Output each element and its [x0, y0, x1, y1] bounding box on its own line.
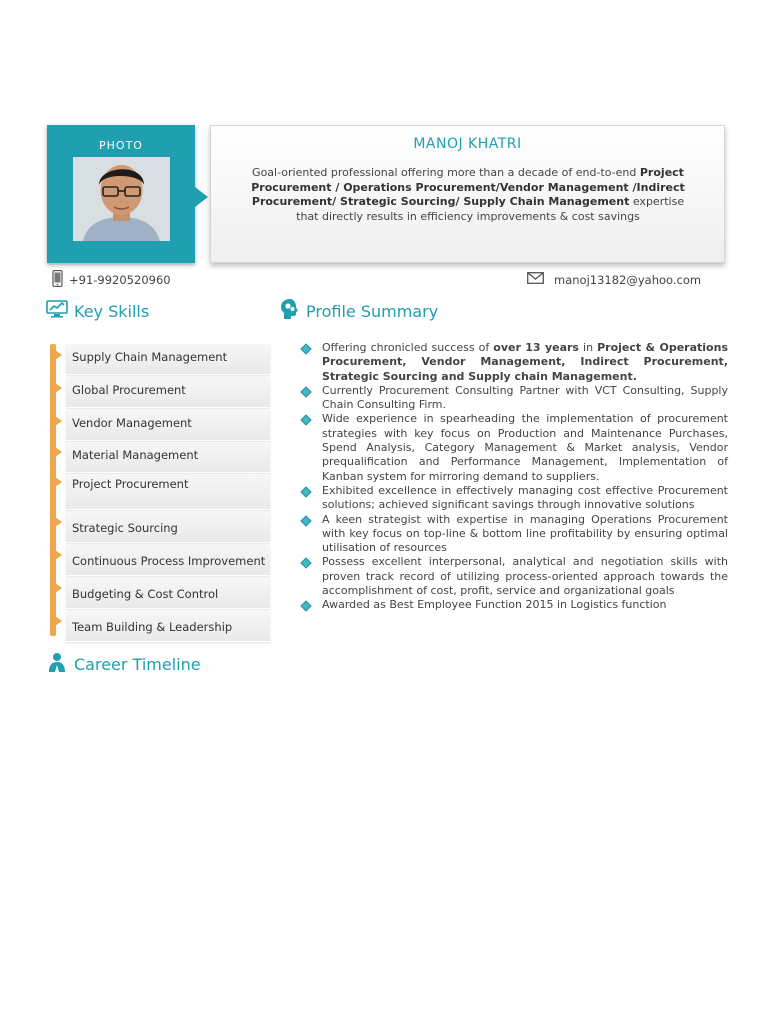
candidate-name: MANOJ KHATRI: [413, 136, 522, 152]
headline-summary: [243, 166, 693, 224]
mail-icon: [527, 272, 544, 287]
list-item: Exhibited excellence in effectively managing cost effective Procurement solutions; achieved significant savings through innovative solutions: [300, 484, 728, 513]
skill-marker: [55, 616, 62, 626]
skill-marker: [55, 550, 62, 560]
skill-marker: [55, 350, 62, 360]
summary-text-2: expertise that directly results in efficiency improvements & cost savings: [296, 195, 685, 223]
chart-monitor-icon: [46, 300, 68, 322]
skill-item: Continuous Process Improvement: [66, 545, 270, 576]
list-item: Awarded as Best Employee Function 2015 in Logistics function: [300, 598, 728, 612]
key-skills-heading: [46, 300, 149, 322]
photo-box: [47, 125, 195, 263]
skill-item: Strategic Sourcing: [66, 512, 270, 543]
skill-marker: [55, 447, 62, 457]
phone-number: +91-9920520960: [69, 273, 171, 287]
profile-summary-heading: [280, 298, 438, 324]
contact-phone: [52, 270, 171, 290]
email-address: manoj13182@yahoo.com: [554, 272, 702, 287]
skill-marker: [55, 477, 62, 487]
profile-summary-list: [300, 341, 728, 613]
profile-photo: [73, 157, 170, 241]
list-item: Currently Procurement Consulting Partner with VCT Consulting, Supply Chain Consulting Firm.: [300, 384, 728, 413]
photo-label: PHOTO: [99, 139, 143, 152]
head-gears-icon: [280, 298, 300, 324]
skill-marker: [55, 517, 62, 527]
profile-summary-title: Profile Summary: [306, 301, 439, 321]
career-timeline-title: Career Timeline: [74, 654, 201, 674]
skill-item: Team Building & Leadership: [66, 611, 270, 642]
career-timeline-heading: [46, 652, 201, 676]
phone-icon: [52, 270, 63, 290]
person-icon: [46, 652, 68, 676]
skill-item: Budgeting & Cost Control: [66, 578, 270, 609]
header-card: [210, 125, 725, 263]
summary-text-1: Goal-oriented professional offering more than a decade of end-to-end: [252, 166, 640, 179]
list-item: Possess excellent interpersonal, analytical and negotiation skills with proven track record of utilizing process-oriented approach towards the accomplishment of cost, profit, service and organizational goals: [300, 555, 728, 598]
skill-item: Material Management: [66, 442, 270, 473]
list-item: Wide experience in spearheading the implementation of procurement strategies with key focus on Production and Maintenance Purchases, Spend Analysis, Category Management & Market analysis, Vendor prequalification and Performance Management, Implementation of Kanban system for mirroring demand to suppliers.: [300, 412, 728, 483]
list-item: Offering chronicled success of over 13 years in Project & Operations Procurement, Vendor Management, Indirect Procurement, Strategic Sourcing and Supply chain Management.: [300, 341, 728, 384]
skill-item: Project Procurement: [66, 474, 270, 510]
skill-item: Global Procurement: [66, 377, 270, 408]
skill-item: Vendor Management: [66, 410, 270, 441]
summary-bold: Project Procurement / Operations Procurement/Vendor Management /Indirect Procurement/ Strategic Sourcing/ Supply Chain Management: [251, 166, 685, 208]
list-item: A keen strategist with expertise in managing Operations Procurement with key focus on top-line & bottom line profitability by ensuring optimal utilisation of resources: [300, 513, 728, 556]
contact-email: [527, 272, 701, 287]
skill-marker: [55, 416, 62, 426]
key-skills-title: Key Skills: [74, 301, 150, 321]
skill-marker: [55, 583, 62, 593]
skill-item: Supply Chain Management: [66, 344, 270, 375]
skill-marker: [55, 383, 62, 393]
